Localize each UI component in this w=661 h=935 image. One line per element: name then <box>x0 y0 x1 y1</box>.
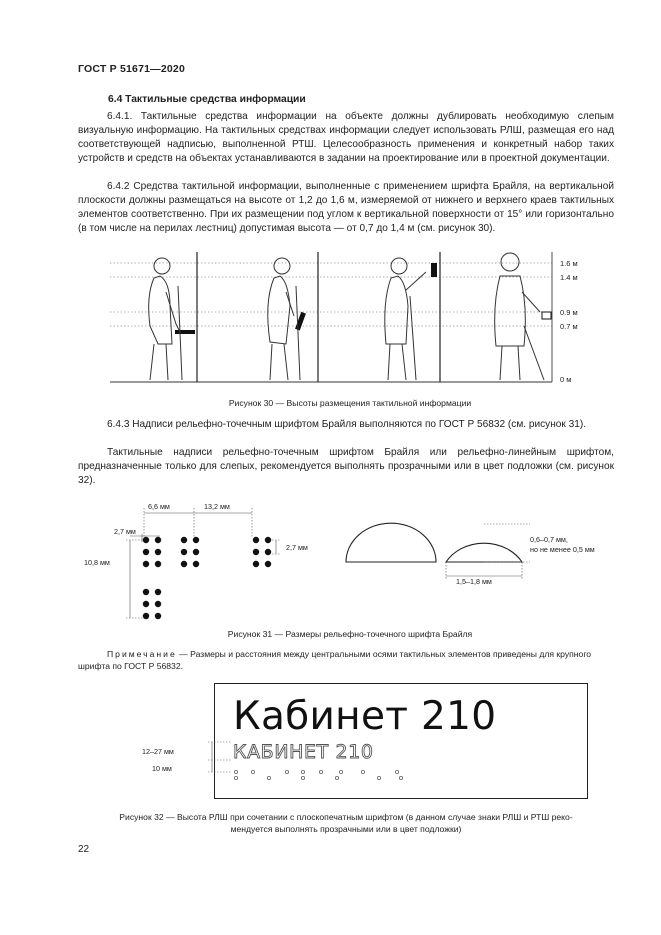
dim-label-10-8: 10,8 мм <box>84 558 110 567</box>
braille-dot-dome-2 <box>446 543 522 562</box>
dim-label-12-27: 12–27 мм <box>142 747 174 756</box>
figure-32-caption-line-1: Рисунок 32 — Высота РЛШ при сочетании с плоскопечатным шрифтом (в данном случае знаки РЛШ и РТШ реко- <box>119 812 573 822</box>
height-label-1-4: 1.4 м <box>560 273 578 282</box>
height-label-0-7: 0.7 м <box>560 322 578 331</box>
paragraph-6-4-3: 6.4.3 Надписи рельефно-точечным шрифтом Брайля выполняются по ГОСТ Р 56832 (см. рисунок 31). <box>107 419 587 430</box>
figure-32-caption-line-2: мендуется выполнять прозрачными или в цвет подложки) <box>230 824 462 834</box>
height-label-1-6: 1.6 м <box>560 259 578 268</box>
tactile-plate-horizontal <box>175 330 195 334</box>
section-title: 6.4 Тактильные средства информации <box>108 94 306 105</box>
paragraph-6-4-1: 6.4.1. Тактильные средства информации на объекте должны дублировать необходимую слепым визуальную информацию. На тактильных средствах информации следует использовать РЛШ, размещая его над соответствующей надписью, выполненной РТШ. Целесообразность применения и конкретный набор таких устройств и средств на объектах устанавливаются в задании на проектирование или в проектной документации. <box>78 111 614 164</box>
figure-31-braille-dimensions <box>70 498 610 626</box>
note <box>78 648 614 672</box>
dome-height-min-label: но не менее 0,5 мм <box>530 545 595 554</box>
note-label: Примечание <box>107 649 177 659</box>
tactile-plate-angled <box>295 312 306 331</box>
person-figure-2 <box>268 258 300 380</box>
dim-label-2-7-right: 2,7 мм <box>286 543 308 552</box>
figure-32-dimension-lines <box>140 738 240 778</box>
relief-text: КАБИНЕТ 210 <box>233 741 374 763</box>
dome-height-label: 0,6–0,7 мм, <box>530 535 568 544</box>
dim-label-10: 10 мм <box>152 764 172 773</box>
paragraph-tactile-inscriptions: Тактильные надписи рельефно-точечным шрифтом Брайля или рельефно-линейным шрифтом, предназначенные только для слепых, рекомендуется выполнять прозрачными или в цвет подложки (см. рисунок 32). <box>78 447 614 486</box>
person-figure-4 <box>495 253 544 380</box>
tactile-plate-rail <box>542 312 551 319</box>
page-number: 22 <box>78 844 90 855</box>
person-figure-3 <box>385 258 426 380</box>
figure-30-caption: Рисунок 30 — Высоты размещения тактильной информации <box>228 398 472 408</box>
paragraph-6-4-2: 6.4.2 Средства тактильной информации, выполненные с применением шрифта Брайля, на вертикальной плоскости должны размещаться на высоте от 1,2 до 1,6 м, измеряемой от нижнего и верхнего краев тактильных элементов соответственно. При их размещении под углом к вертикальной поверхности от 15° или горизонтально (в том числе на перилах лестниц) допустимая высота — от 0,7 до 1,4 м (см. рисунок 30). <box>78 181 614 234</box>
sign-text: Кабинет 210 <box>233 694 497 739</box>
height-label-0-9: 0.9 м <box>560 308 578 317</box>
figure-32-sign-frame <box>214 683 588 799</box>
person-figure-1 <box>149 258 182 380</box>
dome-base-label: 1,5–1,8 мм <box>456 577 492 586</box>
braille-line <box>233 769 413 781</box>
dim-label-13-2: 13,2 мм <box>204 502 230 511</box>
figure-31-caption: Рисунок 31 — Размеры рельефно-точечного шрифта Брайля <box>227 629 473 639</box>
braille-dot-dome-1 <box>346 523 436 562</box>
dim-label-6-6: 6,6 мм <box>148 502 170 511</box>
figure-30-heights-diagram <box>110 246 590 390</box>
dim-label-2-7-left: 2,7 мм <box>114 527 136 536</box>
height-label-0: 0 м <box>560 375 572 384</box>
note-text: — Размеры и расстояния между центральными осями тактильных элементов приведены для крупного шрифта по ГОСТ Р 56832. <box>78 649 592 671</box>
tactile-plate-vertical <box>431 263 437 277</box>
document-code: ГОСТ Р 51671—2020 <box>78 63 186 75</box>
